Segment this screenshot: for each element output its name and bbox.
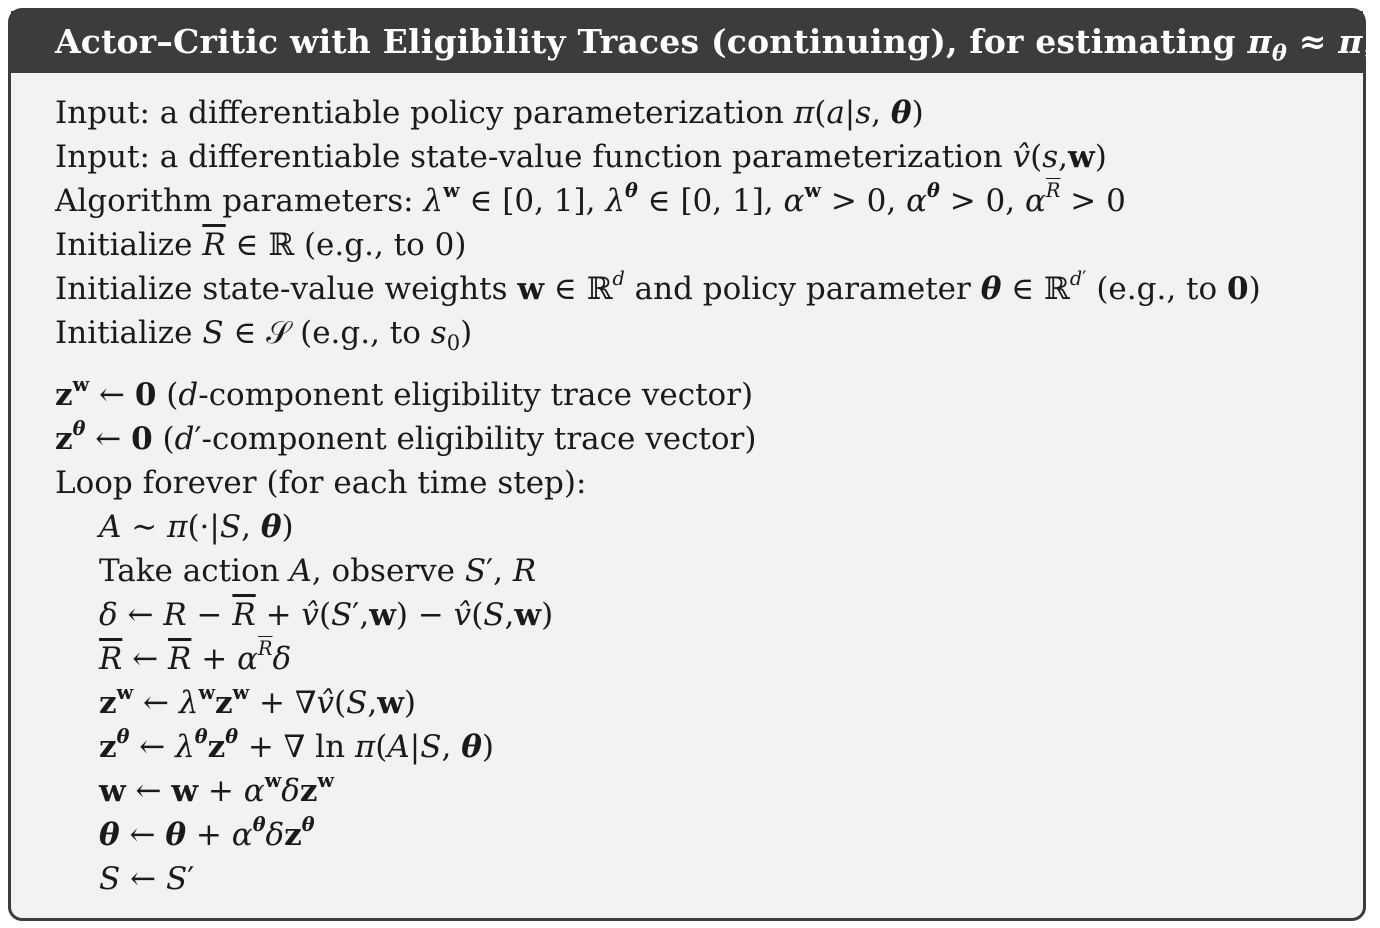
sample-action-line: A ∼ π(·|S, θ) <box>99 509 294 545</box>
algorithm-title <box>11 11 1379 73</box>
td-error-line: δ ← $R - \overline{R}$ + v̂(S′,w) − v̂(S,w) <box>99 597 554 633</box>
input-policy-line: Input: a differentiable policy parameterization π(a|s, θ) <box>55 95 924 131</box>
w-update-line: w ← $w + \alpha^w\delta z^w$ <box>99 768 335 809</box>
init-rbar-line: Initialize $\overline{R}$ ∈ ℝ (e.g., to 0) <box>55 227 467 263</box>
rbar-update-line: $\overline{R}$ ← $\overline{R} + \alpha^{\overline{R}}\delta$ <box>99 636 292 677</box>
zw-update-line: $z^w$ ← $\lambda^wz^w$ + ∇v̂(S,w) <box>99 680 417 721</box>
algorithm-parameters-line: Algorithm parameters: $\lambda^w$ ∈ [0, 1], $\lambda^\theta$ ∈ [0, 1], $\alpha^w > 0$, $\alpha^\theta > 0$, $\alpha^{\overline{R}} > 0$ <box>55 178 1126 219</box>
state-update-line: S ← S′ <box>99 861 195 897</box>
ztheta-init-line: $z^\theta$ ← 0 (d′-component eligibility trace vector) <box>55 416 757 457</box>
loop-line: Loop forever (for each time step): <box>55 465 587 501</box>
ztheta-update-line: $z^\theta$ ← $\lambda^\theta z^\theta$ + ∇ ln π(A|S, θ) <box>99 724 495 765</box>
algorithm-body <box>55 91 1345 901</box>
take-action-line: Take action A, observe S′, R <box>99 553 537 589</box>
theta-update-line: θ ← $\theta + \alpha^\theta\delta z^\theta$ <box>99 812 315 853</box>
init-state-line: Initialize S ∈ 𝒮 (e.g., to $s_0$) <box>55 315 473 356</box>
zw-init-line: $z^w$ ← 0 (d-component eligibility trace vector) <box>55 372 754 413</box>
algorithm-box <box>8 8 1379 921</box>
title-math: $\pi_\theta \approx \pi_∗$ <box>1247 22 1379 67</box>
init-weights-line: Initialize state-value weights w ∈ ℝ$^d$ and policy parameter θ ∈ ℝ$^{d'}$ (e.g., to 0) <box>55 266 1261 307</box>
title-text: Actor–Critic with Eligibility Traces (continuing), for estimating <box>55 22 1248 61</box>
input-value-line: Input: a differentiable state-value function parameterization v̂(s,w) <box>55 139 1107 175</box>
